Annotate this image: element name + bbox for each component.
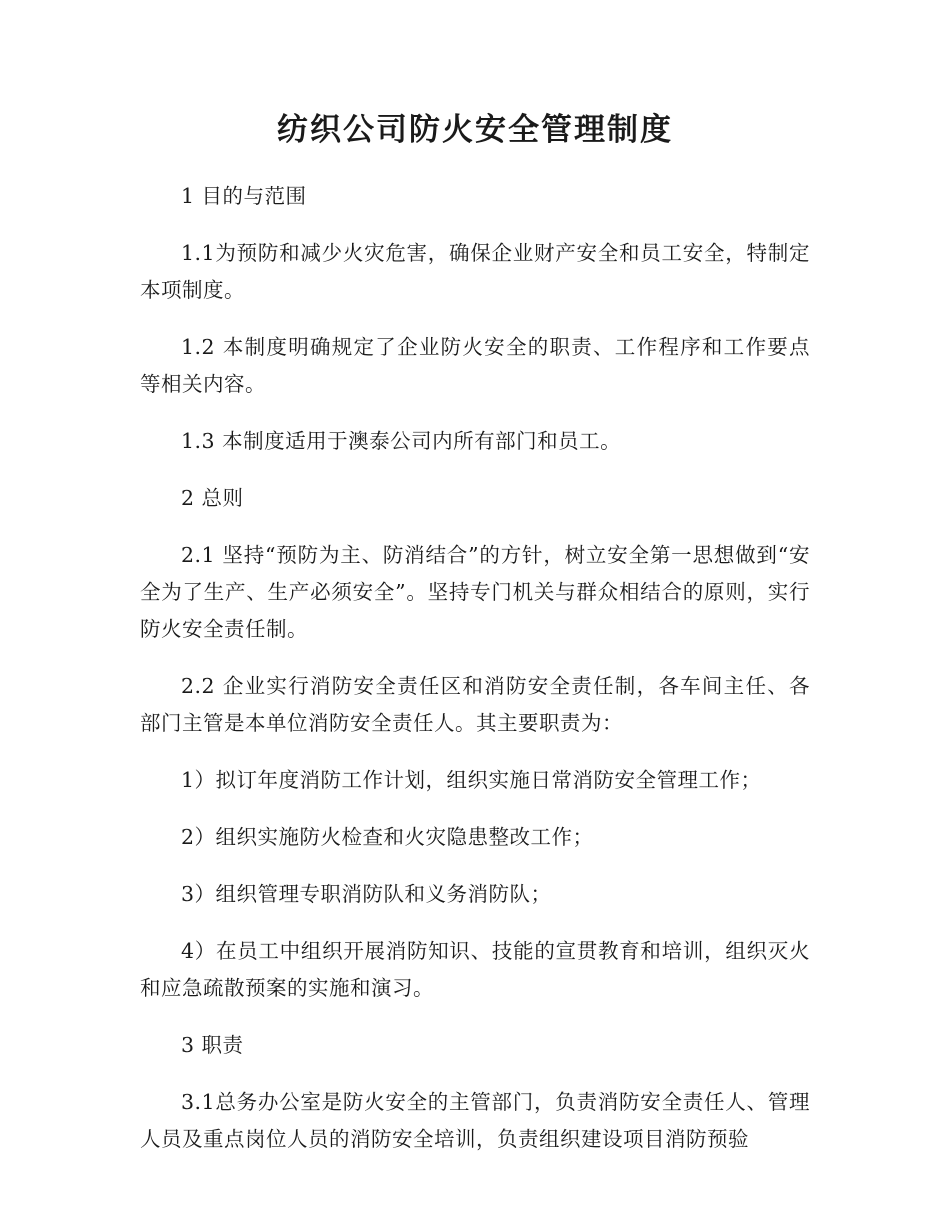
section-heading-1: 1 目的与范围 — [181, 184, 307, 208]
paragraph-1-2: 1.2 本制度明确规定了企业防火安全的职责、工作程序和工作要点等相关内容。 — [140, 335, 810, 396]
document-title: 纺织公司防火安全管理制度 — [277, 112, 673, 148]
paragraph-3-1: 3.1总务办公室是防火安全的主管部门，负责消防安全责任人、管理人员及重点岗位人员的消防安全培训，负责组织建设项目消防预验 — [140, 1090, 810, 1151]
section-heading-2: 2 总则 — [181, 486, 244, 510]
paragraph-1-1: 1.1为预防和减少火灾危害，确保企业财产安全和员工安全，特制定本项制度。 — [140, 241, 810, 302]
section-heading-3: 3 职责 — [181, 1033, 244, 1057]
paragraph-2-2: 2.2 企业实行消防安全责任区和消防安全责任制，各车间主任、各部门主管是本单位消防安全责任人。其主要职责为： — [140, 674, 810, 735]
list-item-1: 1）拟订年度消防工作计划，组织实施日常消防安全管理工作； — [181, 768, 762, 792]
list-item-4: 4）在员工中组织开展消防知识、技能的宣贯教育和培训，组织灭火和应急疏散预案的实施和演习。 — [140, 939, 810, 1000]
list-item-2: 2）组织实施防火检查和火灾隐患整改工作； — [181, 825, 594, 849]
paragraph-2-1: 2.1 坚持“预防为主、防消结合”的方针，树立安全第一思想做到“安全为了生产、生产必须安全”。坚持专门机关与群众相结合的原则，实行防火安全责任制。 — [140, 543, 810, 641]
list-item-3: 3）组织管理专职消防队和义务消防队； — [181, 882, 552, 906]
paragraph-1-3: 1.3 本制度适用于澳泰公司内所有部门和员工。 — [181, 429, 622, 453]
